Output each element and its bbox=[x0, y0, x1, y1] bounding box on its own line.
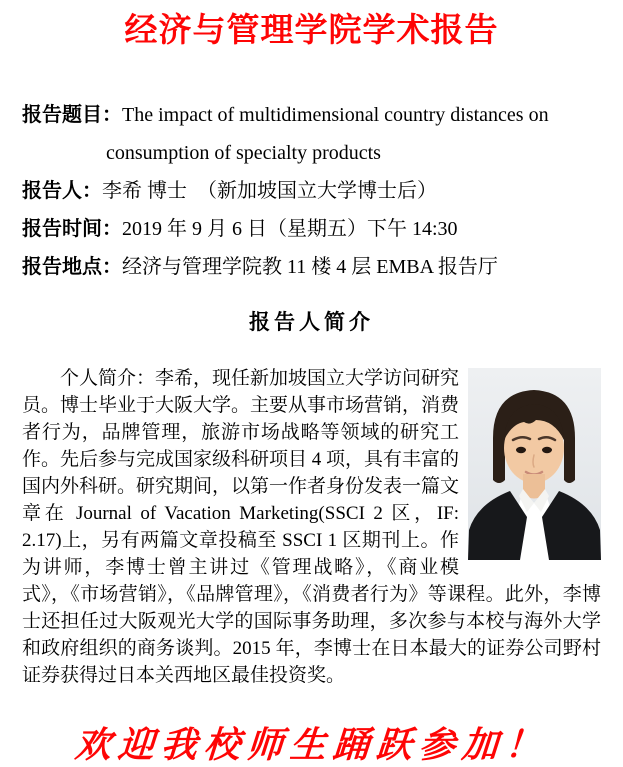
venue-row bbox=[22, 255, 601, 279]
topic-text-line2: consumption of specialty products bbox=[106, 142, 381, 164]
page-title: 经济与管理学院学术报告 bbox=[124, 11, 499, 48]
time-row bbox=[22, 217, 601, 241]
venue-label: 报告地点： bbox=[22, 256, 122, 278]
bio-section bbox=[22, 365, 601, 689]
portrait-illustration bbox=[468, 368, 601, 560]
topic-label: 报告题目： bbox=[22, 104, 122, 126]
time-value: 2019 年 9 月 6 日（星期五）下午 14:30 bbox=[122, 218, 458, 240]
speaker-label: 报告人： bbox=[22, 180, 102, 202]
topic-text-line1: The impact of multidimensional country distances on bbox=[122, 104, 549, 126]
topic-row-wrap bbox=[22, 141, 601, 165]
topic-row bbox=[22, 103, 601, 127]
venue-value: 经济与管理学院教 11 楼 4 层 EMBA 报告厅 bbox=[122, 256, 498, 278]
report-info-section bbox=[22, 103, 601, 279]
time-label: 报告时间： bbox=[22, 218, 122, 240]
welcome-footer: 欢迎我校师生踊跃参加！ bbox=[73, 724, 550, 766]
bio-paragraph: 个人简介：李希，现任新加坡国立大学访问研究员。博士毕业于大阪大学。主要从事市场营销，消费者行为，品牌管理，旅游市场战略等领域的研究工作。先后参与完成国家级科研项目 4 项，具有丰富的国内外科研。研究期间，以第一作者身份发表一篇文章在 Journal of Vacation Marketing(SSCI 2 区，IF: 2.17)上，另有两篇文章投稿至 SSCI 1 区期刊上。作为讲师，李博士曾主讲过《管理战略》，《商业模式》，《市场营销》，《品牌管理》，《消费者行为》等课程。此外，李博士还担任过大阪观光大学的国际事务助理，多次参与本校与海外大学和政府组织的商务谈判。2015 年，李博士在日本最大的证券公司野村证券获得过日本关西地区最佳投资奖。 bbox=[22, 368, 601, 686]
speaker-row bbox=[22, 179, 601, 203]
bio-section-heading: 报告人简介 bbox=[249, 311, 374, 334]
speaker-portrait-photo bbox=[468, 368, 601, 560]
speaker-value: 李希 博士 （新加坡国立大学博士后） bbox=[102, 180, 437, 202]
